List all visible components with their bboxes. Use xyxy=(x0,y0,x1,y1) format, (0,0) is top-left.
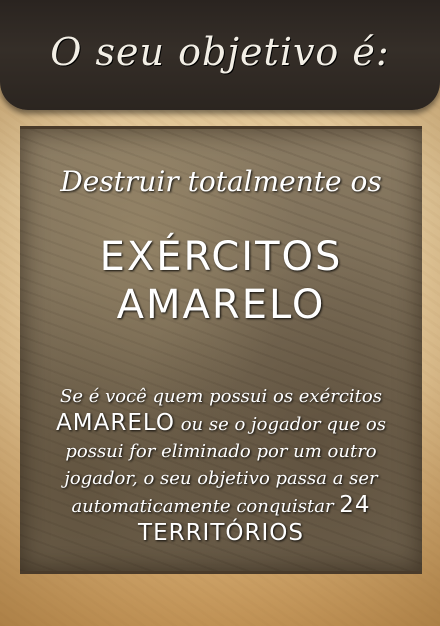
objective-target xyxy=(20,233,422,329)
fallback-text-1: Se é você quem possui os exércitos xyxy=(59,386,382,407)
fallback-color-word: AMARELO xyxy=(56,410,175,436)
fallback-text-2: ou se o jogador que os possui for eliminado por um outro jogador, o seu objetivo passa a ser automaticamente conquistar xyxy=(64,414,386,517)
title-banner xyxy=(0,0,440,110)
target-line-1: EXÉRCITOS xyxy=(99,234,343,280)
objective-content xyxy=(20,129,422,577)
objective-subtitle: Destruir totalmente os xyxy=(60,165,382,198)
fallback-alt-target: 24 TERRITÓRIOS xyxy=(138,492,371,546)
target-line-2: AMARELO xyxy=(116,282,326,328)
stone-panel xyxy=(20,126,422,574)
card-title: O seu objetivo é: xyxy=(50,30,390,74)
fallback-objective xyxy=(30,383,412,548)
